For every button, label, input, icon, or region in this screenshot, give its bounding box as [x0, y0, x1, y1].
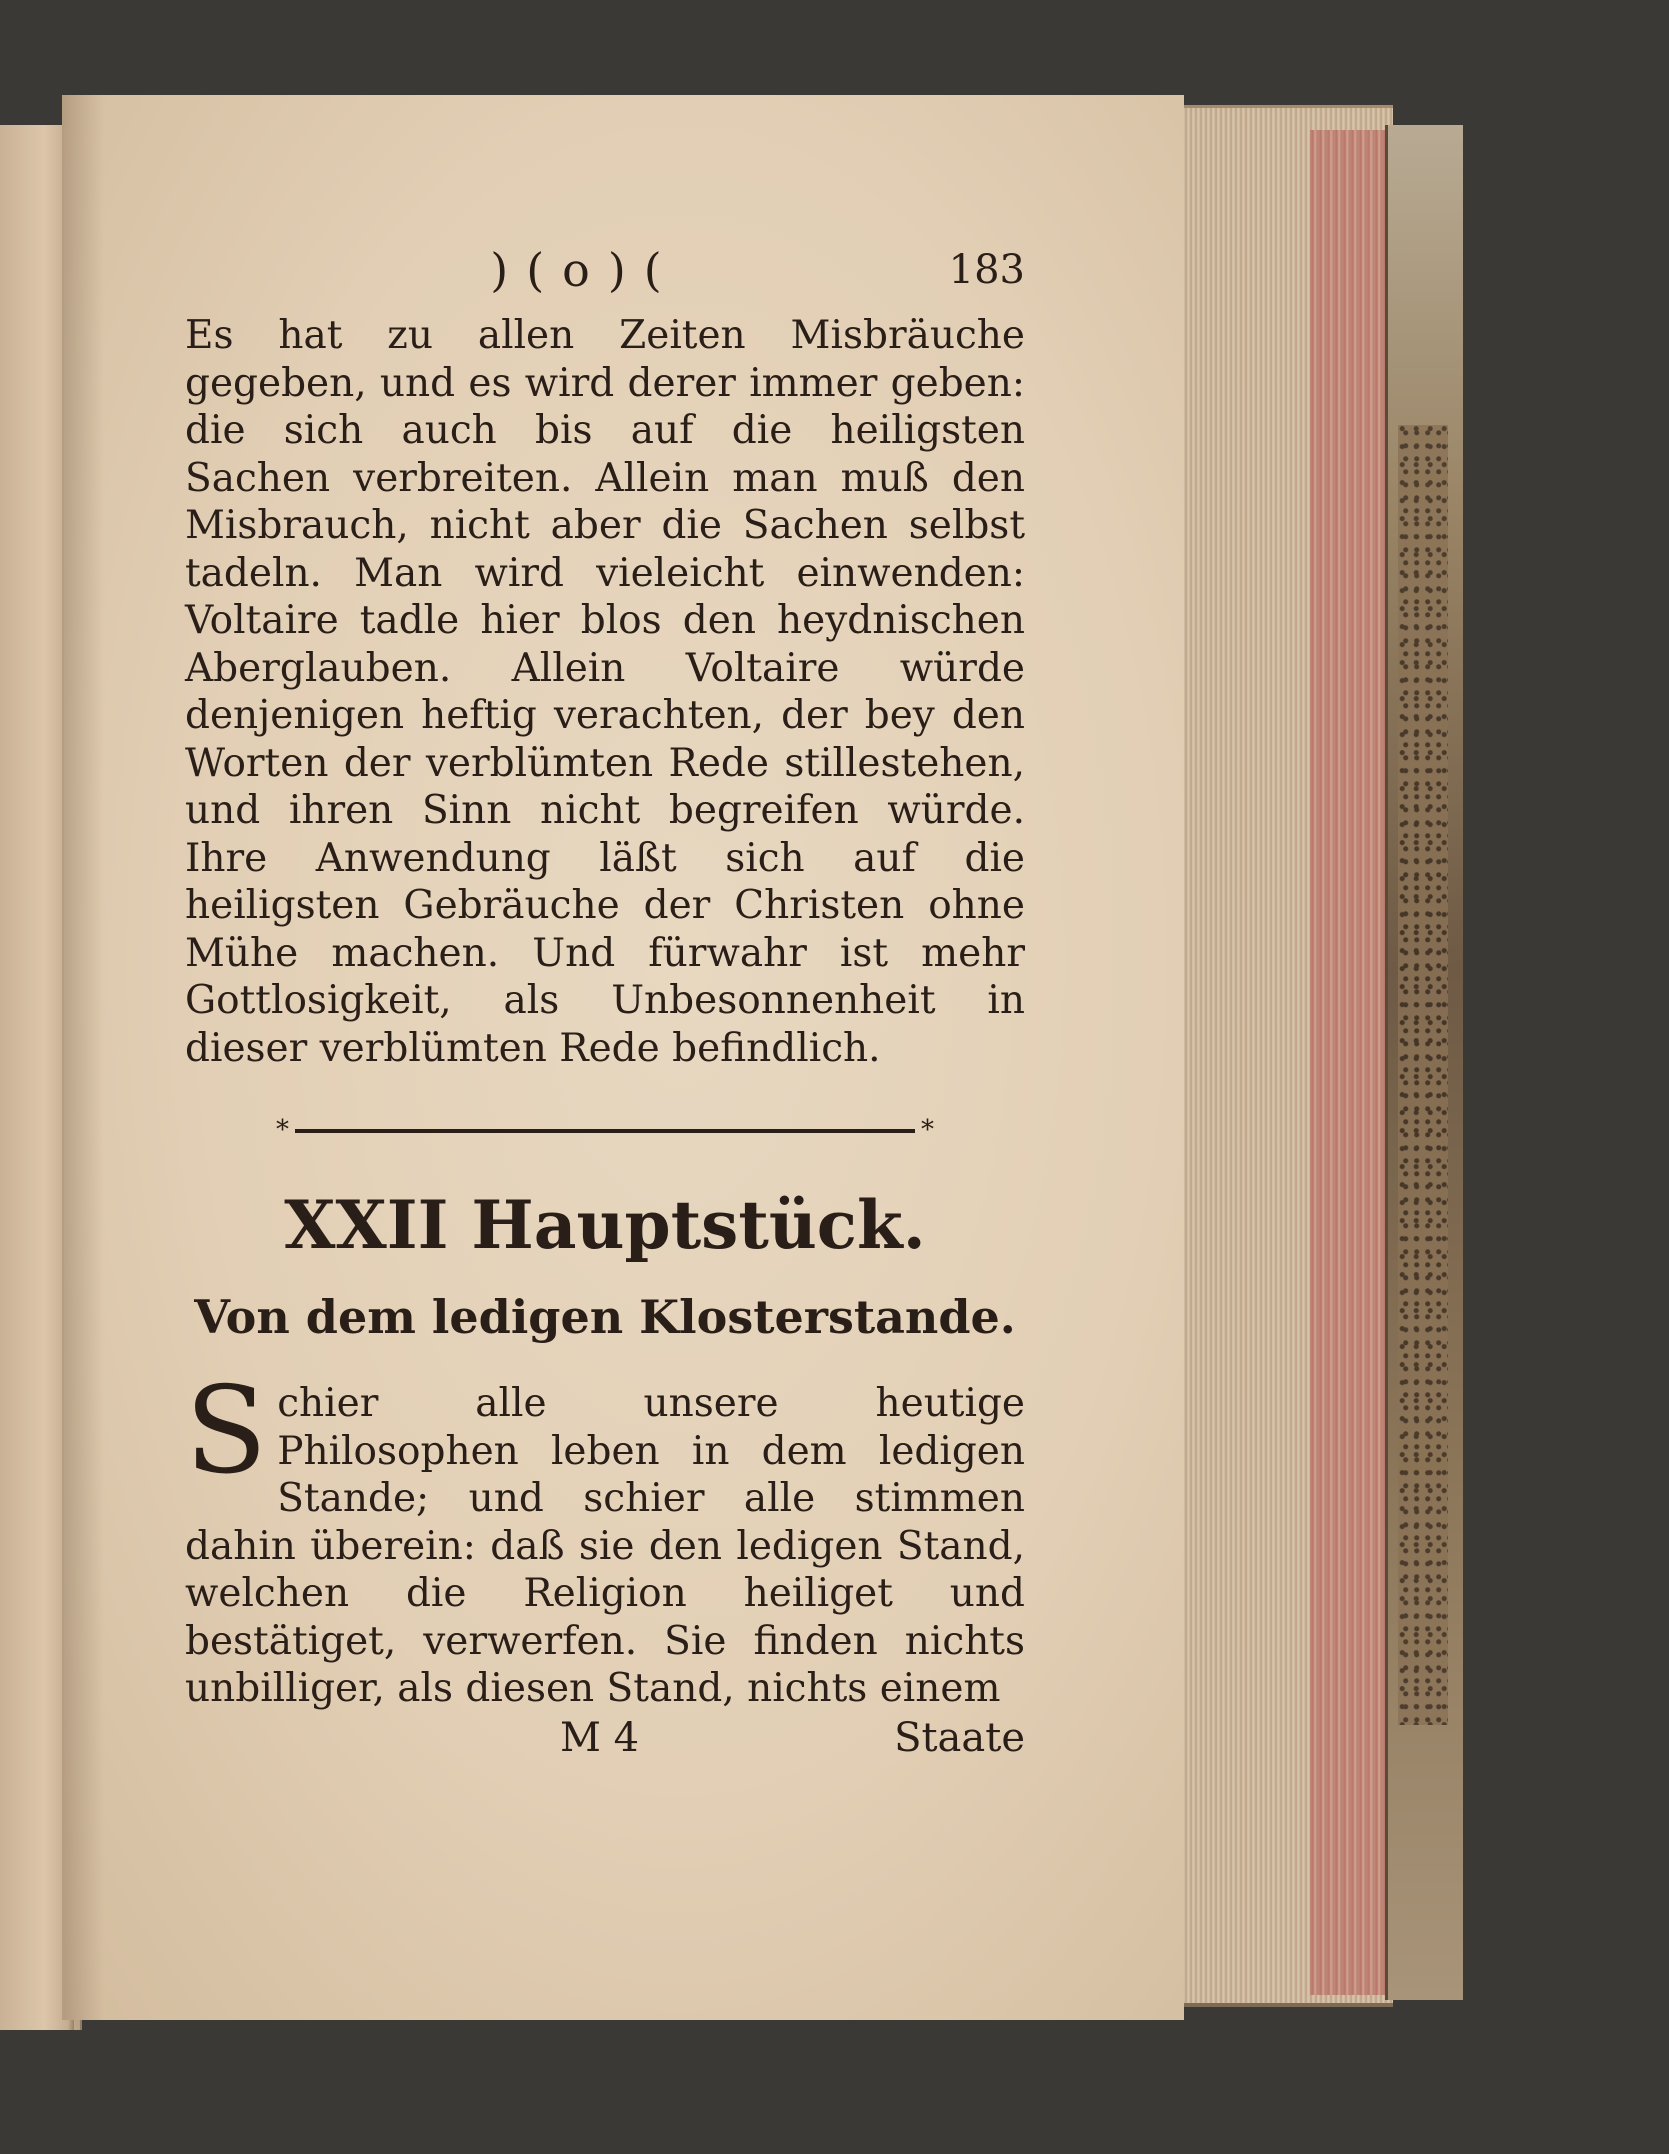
section-divider: [270, 1115, 940, 1145]
catchword: Staate: [894, 1715, 1025, 1761]
page-number: 183: [948, 247, 1025, 293]
divider-star-right: *: [921, 1115, 934, 1145]
chapter-paragraph-text: chier alle unsere heutige Philosophen leben in dem ledigen Stande; und schier alle stimmen dahin überein: daß sie den ledigen Stand, welchen die Religion heiliget und bestätiget, verwerfen. Sie finden nichts unbilliger, als diesen Stand, nichts einem: [185, 1381, 1025, 1711]
chapter-title: XXII Hauptstück.: [284, 1186, 926, 1264]
drop-cap: S: [185, 1362, 268, 1501]
divider-line: [295, 1129, 915, 1133]
chapter-paragraph: [185, 1362, 1025, 1713]
red-page-edges: [1310, 130, 1385, 1995]
book-cover: [1385, 125, 1463, 2000]
chapter-subtitle: Von dem ledigen Klosterstande.: [194, 1290, 1016, 1344]
signature-mark: M 4: [560, 1715, 640, 1761]
header-ornament: )(o)(: [490, 243, 680, 297]
divider-star-left: *: [276, 1115, 289, 1145]
paragraph-text: Es hat zu allen Zeiten Misbräuche gegeben, und es wird derer immer geben: die sich auch bis auf die heiligsten Sachen verbreiten. Allein man muß den Misbrauch, nicht aber die Sachen selbst tadeln. Man wird vieleicht einwenden: Voltaire tadle hier blos den heydnischen Aberglauben. Allein Voltaire würde denjenigen heftig verachten, der bey den Worten der verblümten Rede stillestehen, und ihren Sinn nicht begreifen würde. Ihre Anwendung läßt sich auf die heiligsten Gebräuche der Christen ohne Mühe machen. Und fürwahr ist mehr Gottlosigkeit, als Unbesonnenheit in dieser verblümten Rede befindlich.: [185, 313, 1025, 1071]
